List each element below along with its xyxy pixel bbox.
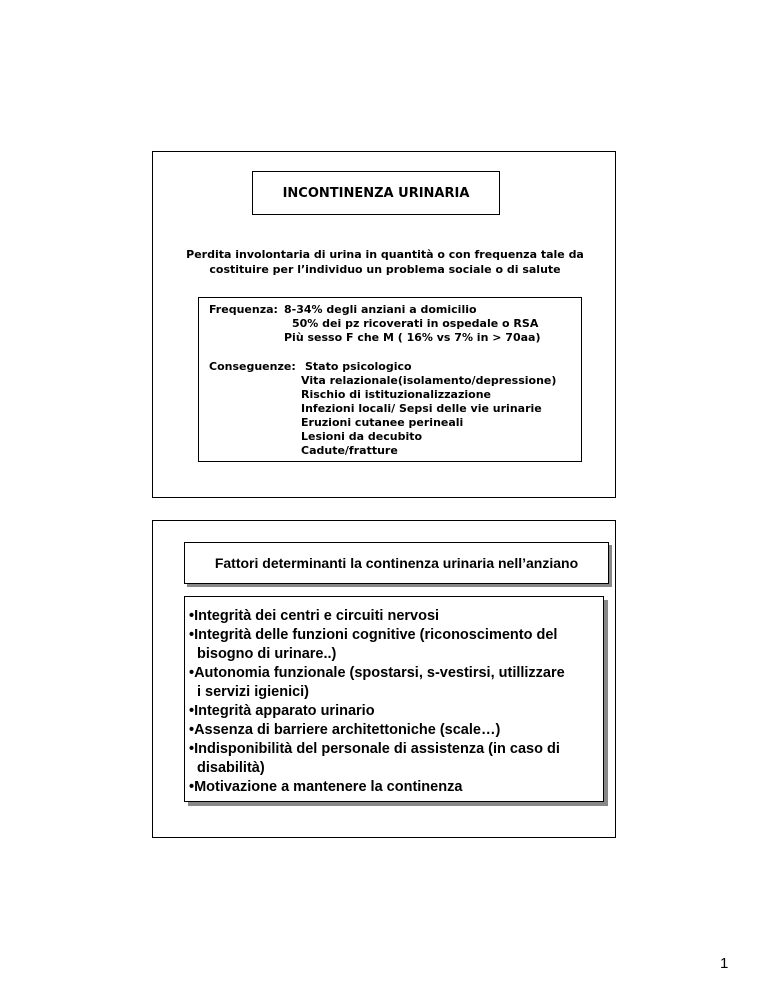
page-number: 1 [720,955,729,972]
list-item: •Integrità apparato urinario [189,703,375,719]
list-item-continuation: bisogno di urinare..) [197,646,337,662]
slide-2 [152,520,616,838]
definition-line: costituire per l’individuo un problema sociale o di salute [209,263,561,276]
slide-2-title [184,542,609,584]
list-item: •Assenza di barriere architettoniche (scale…) [189,722,501,738]
conseguenze-item: Lesioni da decubito [301,430,423,443]
list-item: •Motivazione a mantenere la continenza [189,779,463,795]
frequenza-item: Più sesso F che M ( 16% vs 7% in > 70aa) [284,331,541,344]
frequenza-item: 8-34% degli anziani a domicilio [284,303,477,316]
list-item-continuation: disabilità) [197,760,265,776]
frequenza-label: Frequenza: [209,303,278,316]
list-item: •Integrità dei centri e circuiti nervosi [189,608,440,624]
conseguenze-item: Vita relazionale(isolamento/depressione) [301,374,557,387]
list-item: •Integrità delle funzioni cognitive (riconoscimento del [189,627,558,643]
list-item-continuation: i servizi igienici) [197,684,310,700]
slide-1-title [252,171,500,215]
slide-1 [152,151,616,498]
list-item: •Indisponibilità del personale di assistenza (in caso di [189,741,560,757]
conseguenze-item: Stato psicologico [305,360,412,373]
definition-text [163,247,607,277]
definition-line: Perdita involontaria di urina in quantità o con frequenza tale da [186,248,584,261]
conseguenze-item: Rischio di istituzionalizzazione [301,388,491,401]
conseguenze-item: Infezioni locali/ Sepsi delle vie urinarie [301,402,542,415]
list-item: •Autonomia funzionale (spostarsi, s-vestirsi, utillizzare [189,665,565,681]
slide-2-title-text: Fattori determinanti la continenza urinaria nell’anziano [214,555,579,571]
factors-list [184,596,604,802]
slide-1-title-text: INCONTINENZA URINARIA [282,185,470,201]
statistics-box [198,297,582,462]
conseguenze-item: Cadute/fratture [301,444,398,457]
conseguenze-label: Conseguenze: [209,360,296,373]
frequenza-item: 50% dei pz ricoverati in ospedale o RSA [292,317,539,330]
conseguenze-item: Eruzioni cutanee perineali [301,416,464,429]
